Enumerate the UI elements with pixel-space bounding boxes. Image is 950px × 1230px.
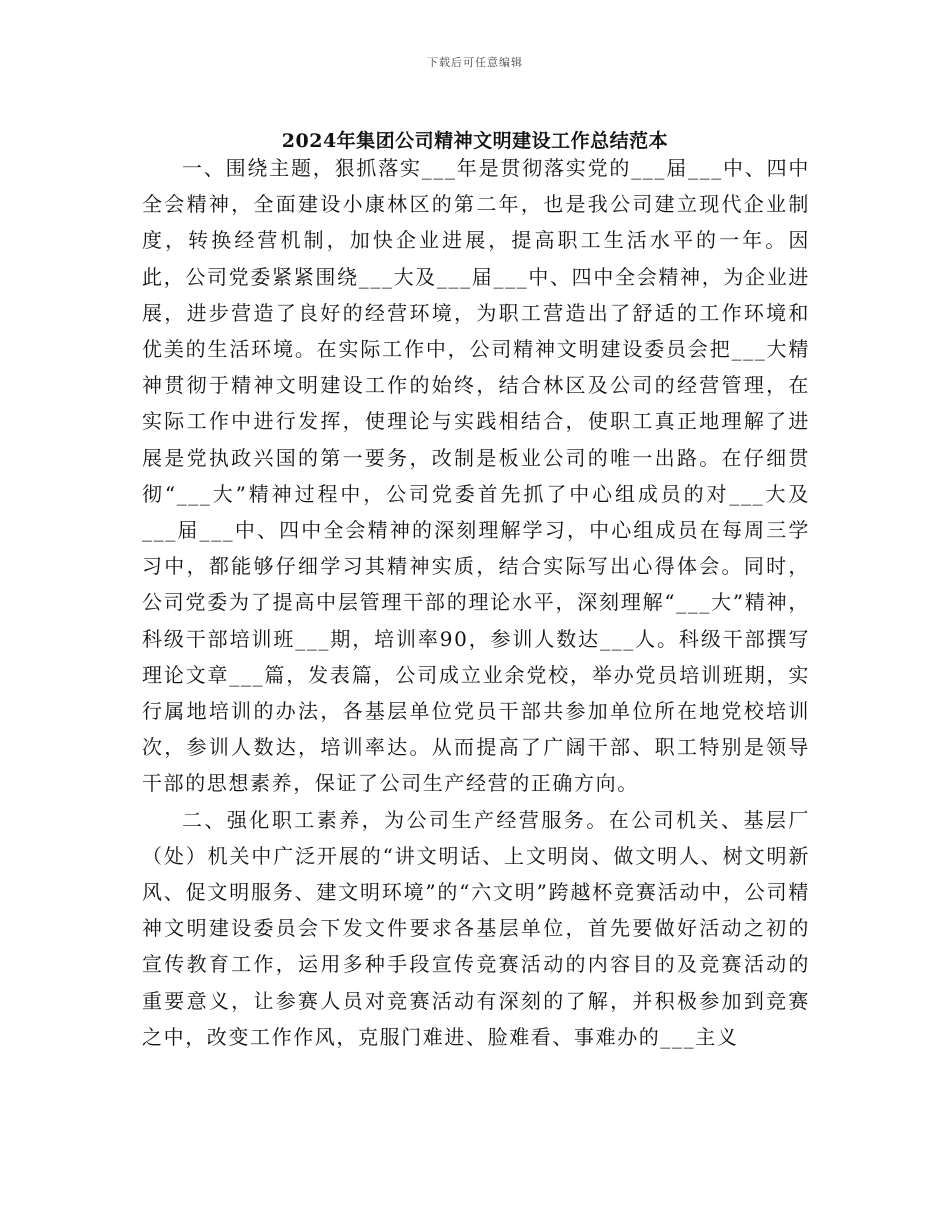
document-title: 2024年集团公司精神文明建设工作总结范本 [281,130,669,152]
document-body [142,150,810,1055]
page-header: 下载后可任意编辑 [427,56,523,69]
paragraph-2: 二、强化职工素养，为公司生产经营服务。在公司机关、基层厂（处）机关中广泛开展的“讲文明话、上文明岗、做文明人、树文明新风、促文明服务、建文明环境”的“六文明”跨越杯竞赛活动中，公司精神文明建设委员会下发文件要求各基层单位，首先要做好活动之初的宣传教育工作，运用多种手段宣传竞赛活动的内容目的及竞赛活动的重要意义，让参赛人员对竞赛活动有深刻的了解，并积极参加到竞赛之中，改变工作作风，克服门难进、脸难看、事难办的___主义 [142,807,810,1049]
paragraph-1: 一、围绕主题，狠抓落实___年是贯彻落实党的___届___中、四中全会精神，全面建设小康林区的第二年，也是我公司建立现代企业制度，转换经营机制，加快企业进展，提高职工生活水平的一年。因此，公司党委紧紧围绕___大及___届___中、四中全会精神，为企业进展，进步营造了良好的经营环境，为职工营造出了舒适的工作环境和优美的生活环境。在实际工作中，公司精神文明建设委员会把___大精神贯彻于精神文明建设工作的始终，结合林区及公司的经营管理，在实际工作中进行发挥，使理论与实践相结合，使职工真正地理解了进展是党执政兴国的第一要务，改制是板业公司的唯一出路。在仔细贯彻“___大”精神过程中，公司党委首先抓了中心组成员的对___大及___届___中、四中全会精神的深刻理解学习，中心组成员在每周三学习中，都能够仔细学习其精神实质，结合实际写出心得体会。同时，公司党委为了提高中层管理干部的理论水平，深刻理解“___大”精神，科级干部培训班___期，培训率90，参训人数达___人。科级干部撰写理论文章___篇，发表篇，公司成立业余党校，举办党员培训班期，实行属地培训的办法，各基层单位党员干部共参加单位所在地党校培训次，参训人数达，培训率达。从而提高了广阔干部、职工特别是领导干部的思想素养，保证了公司生产经营的正确方向。 [142,156,810,796]
